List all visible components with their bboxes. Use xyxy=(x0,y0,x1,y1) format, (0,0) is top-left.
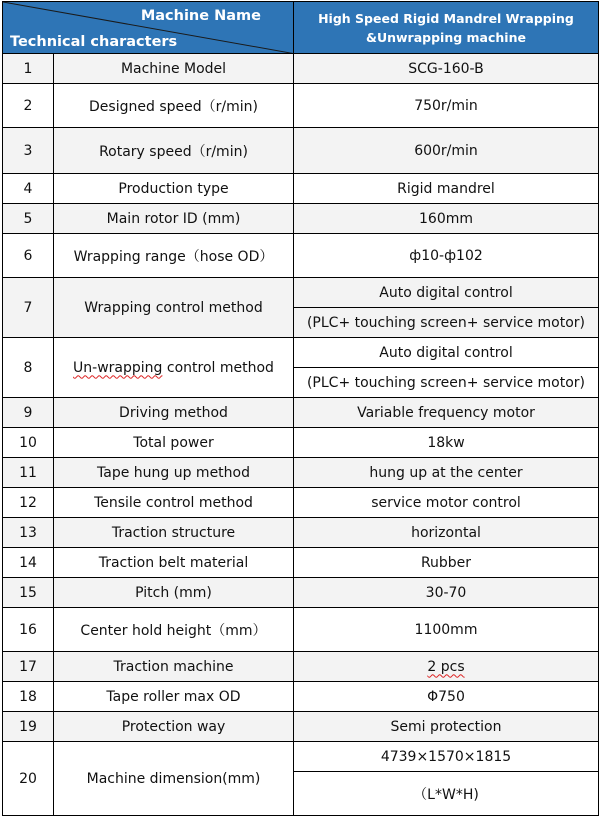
parameter-name-rest: control method xyxy=(162,359,274,376)
parameter-value: SCG-160-B xyxy=(294,54,599,84)
parameter-value: ф10-ф102 xyxy=(294,234,599,278)
product-title: High Speed Rigid Mandrel Wrapping &Unwrapping machine xyxy=(294,2,599,54)
row-number: 5 xyxy=(3,204,54,234)
row-number: 1 xyxy=(3,54,54,84)
parameter-name: Machine Model xyxy=(54,54,294,84)
row-number: 10 xyxy=(3,428,54,458)
parameter-name: Tape roller max OD xyxy=(54,682,294,712)
parameter-value: 18kw xyxy=(294,428,599,458)
parameter-value-detail: (PLC+ touching screen+ service motor) xyxy=(294,368,599,398)
parameter-name xyxy=(54,338,294,398)
row-number: 15 xyxy=(3,578,54,608)
parameter-value: Φ750 xyxy=(294,682,599,712)
parameter-name: Total power xyxy=(54,428,294,458)
parameter-value: Rubber xyxy=(294,548,599,578)
parameter-name: Traction belt material xyxy=(54,548,294,578)
parameter-name: Traction structure xyxy=(54,518,294,548)
parameter-value: Auto digital control xyxy=(294,338,599,368)
table-row xyxy=(3,548,599,578)
row-number: 19 xyxy=(3,712,54,742)
row-number: 9 xyxy=(3,398,54,428)
parameter-value-detail: (PLC+ touching screen+ service motor) xyxy=(294,308,599,338)
spec-table xyxy=(2,1,599,816)
parameter-value: Variable frequency motor xyxy=(294,398,599,428)
table-row xyxy=(3,428,599,458)
technical-characters-label: Technical characters xyxy=(10,34,178,50)
row-number: 2 xyxy=(3,84,54,128)
row-number: 4 xyxy=(3,174,54,204)
parameter-value: Rigid mandrel xyxy=(294,174,599,204)
table-row xyxy=(3,234,599,278)
parameter-value: service motor control xyxy=(294,488,599,518)
row-number: 7 xyxy=(3,278,54,338)
parameter-name: Protection way xyxy=(54,712,294,742)
parameter-name: Main rotor ID (mm) xyxy=(54,204,294,234)
parameter-value: Semi protection xyxy=(294,712,599,742)
parameter-name: Production type xyxy=(54,174,294,204)
parameter-value: 4739×1570×1815 xyxy=(294,742,599,772)
header-diagonal-cell xyxy=(3,2,294,54)
table-row xyxy=(3,608,599,652)
parameter-name: Wrapping range（hose OD） xyxy=(54,234,294,278)
parameter-name: Machine dimension(mm) xyxy=(54,742,294,816)
parameter-value: hung up at the center xyxy=(294,458,599,488)
parameter-value: 30-70 xyxy=(294,578,599,608)
row-number: 11 xyxy=(3,458,54,488)
row-number: 18 xyxy=(3,682,54,712)
table-row xyxy=(3,278,599,308)
table-row xyxy=(3,174,599,204)
table-row xyxy=(3,338,599,368)
row-number: 8 xyxy=(3,338,54,398)
table-row xyxy=(3,682,599,712)
parameter-name: Designed speed（r/min) xyxy=(54,84,294,128)
row-number: 17 xyxy=(3,652,54,682)
spellcheck-word: 2 pcs xyxy=(427,658,465,675)
parameter-name: Center hold height（mm） xyxy=(54,608,294,652)
row-number: 3 xyxy=(3,128,54,174)
parameter-value: 1100mm xyxy=(294,608,599,652)
table-row xyxy=(3,398,599,428)
table-row xyxy=(3,578,599,608)
parameter-name: Driving method xyxy=(54,398,294,428)
table-row xyxy=(3,518,599,548)
spellcheck-word: Un-wrapping xyxy=(73,359,163,376)
parameter-value xyxy=(294,652,599,682)
table-row xyxy=(3,712,599,742)
table-row xyxy=(3,54,599,84)
parameter-name: Rotary speed（r/min) xyxy=(54,128,294,174)
table-row xyxy=(3,128,599,174)
row-number: 20 xyxy=(3,742,54,816)
machine-name-label: Machine Name xyxy=(140,8,261,24)
parameter-value: 600r/min xyxy=(294,128,599,174)
row-number: 14 xyxy=(3,548,54,578)
row-number: 13 xyxy=(3,518,54,548)
table-row xyxy=(3,84,599,128)
header-row xyxy=(3,2,599,54)
row-number: 12 xyxy=(3,488,54,518)
parameter-value-detail: （L*W*H) xyxy=(294,772,599,816)
parameter-value: horizontal xyxy=(294,518,599,548)
parameter-name: Tensile control method xyxy=(54,488,294,518)
row-number: 16 xyxy=(3,608,54,652)
table-row xyxy=(3,488,599,518)
table-row xyxy=(3,204,599,234)
table-row xyxy=(3,458,599,488)
parameter-value: 160mm xyxy=(294,204,599,234)
table-row xyxy=(3,652,599,682)
parameter-name: Wrapping control method xyxy=(54,278,294,338)
parameter-name: Traction machine xyxy=(54,652,294,682)
row-number: 6 xyxy=(3,234,54,278)
parameter-name: Tape hung up method xyxy=(54,458,294,488)
parameter-value: 750r/min xyxy=(294,84,599,128)
table-row xyxy=(3,742,599,772)
spec-table-container xyxy=(2,1,599,821)
parameter-name: Pitch (mm) xyxy=(54,578,294,608)
parameter-value: Auto digital control xyxy=(294,278,599,308)
